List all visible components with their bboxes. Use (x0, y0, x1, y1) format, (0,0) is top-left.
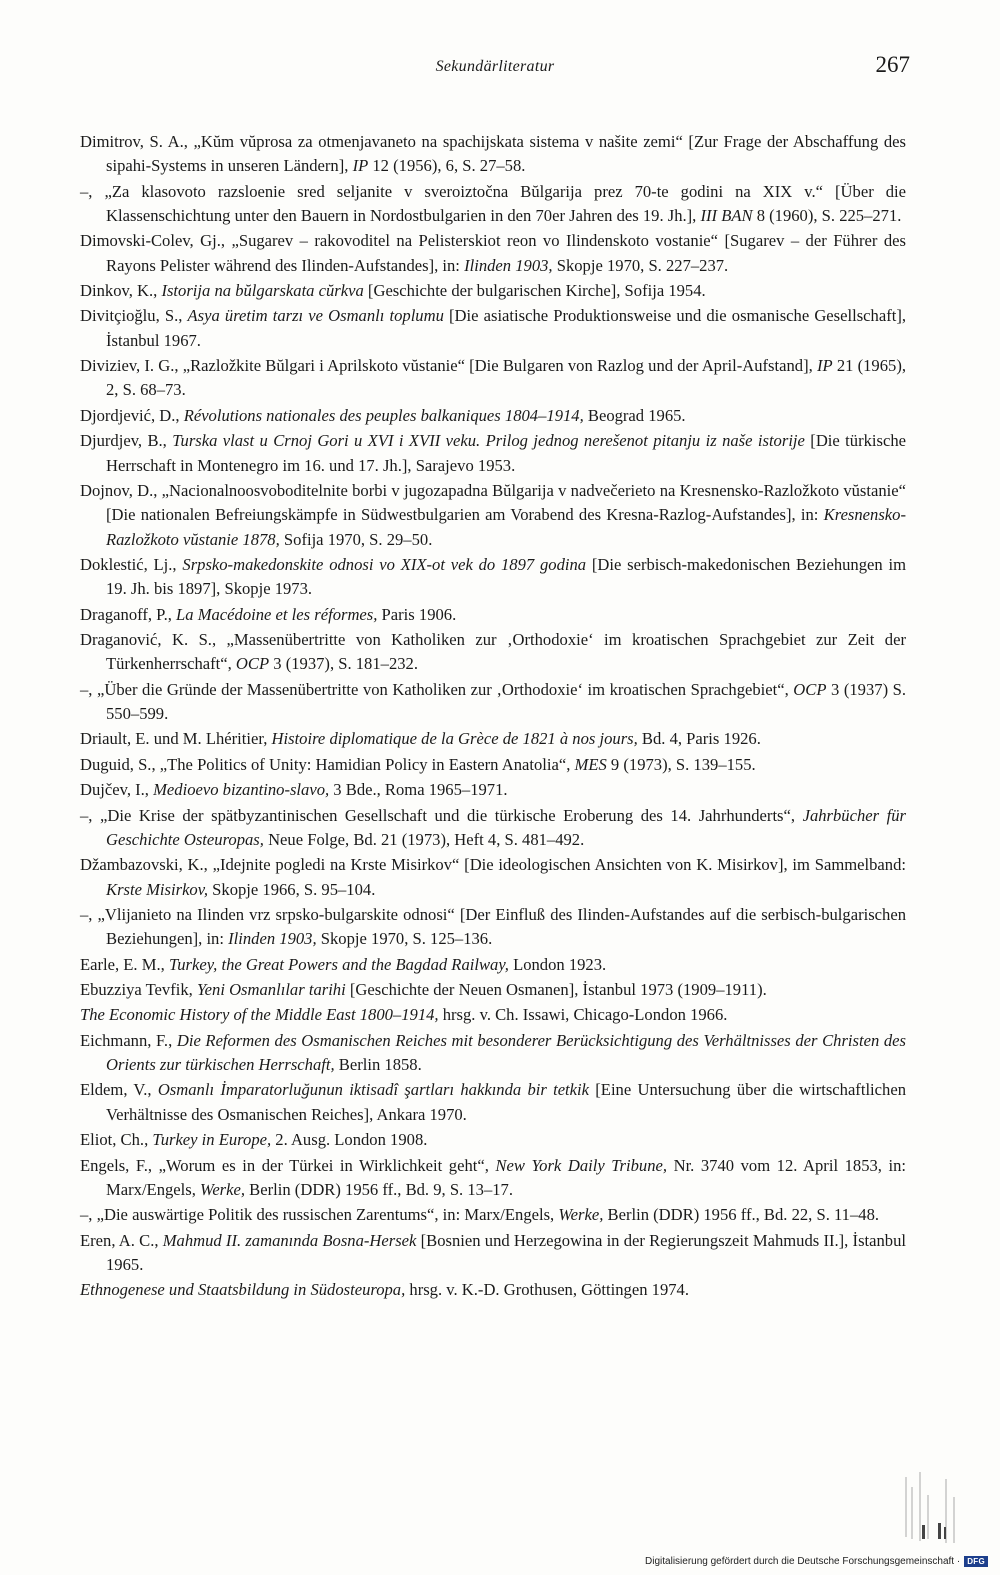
bibliography-entry (80, 603, 906, 627)
entry-text: Earle, E. M., (80, 954, 169, 974)
entry-text: 3 Bde., Roma 1965–1971. (329, 780, 508, 800)
dfg-logo: DFG (964, 1556, 988, 1567)
entry-title-italic: Histoire diplomatique de la Grèce de 1821 à nos jours, (271, 729, 638, 749)
entry-text: Nr. 3740 vom 12. April 1853, in: Marx/Engels, (106, 1155, 907, 1199)
bibliography-list (80, 130, 906, 1304)
entry-title-italic: Medioevo bizantino-slavo, (153, 780, 330, 800)
bibliography-entry (80, 853, 906, 902)
bibliography-entry (80, 180, 906, 229)
bibliography-entry (80, 1128, 906, 1152)
entry-text: Beograd 1965. (583, 405, 686, 425)
entry-title-italic: Kresnensko-Razložkoto vŭstanie 1878, (106, 505, 906, 549)
entry-text: Doklestić, Lj., (80, 554, 183, 574)
page-number: 267 (875, 52, 910, 77)
entry-text: Skopje 1970, S. 125–136. (316, 929, 493, 949)
entry-text: Eldem, V., (80, 1080, 158, 1100)
entry-text: Dinkov, K., (80, 281, 162, 301)
entry-text: Berlin (DDR) 1956 ff., Bd. 22, S. 11–48. (603, 1205, 880, 1225)
entry-text: Berlin (DDR) 1956 ff., Bd. 9, S. 13–17. (245, 1179, 513, 1199)
entry-text: Eliot, Ch., (80, 1130, 153, 1150)
entry-title-italic: Ethnogenese und Staatsbildung in Südosteuropa, (80, 1280, 406, 1300)
entry-text: 8 (1960), S. 225–271. (752, 205, 902, 225)
entry-text: [Eine Untersuchung über die wirtschaftlichen Verhältnisse des Osmanischen Reiches], Ankara 1970. (106, 1080, 906, 1124)
entry-text: –, „Die Krise der spätbyzantinischen Gesellschaft und die türkische Eroberung des 14. Jahrhunderts“, (80, 805, 803, 825)
entry-text: London 1923. (508, 954, 607, 974)
entry-title-italic: MES (574, 754, 607, 774)
entry-text: 2. Ausg. London 1908. (271, 1130, 428, 1150)
bibliography-entry (80, 130, 906, 179)
entry-text: Duguid, S., „The Politics of Unity: Hamidian Policy in Eastern Anatolia“, (80, 754, 575, 774)
bibliography-entry (80, 404, 906, 428)
entry-text: Berlin 1858. (334, 1055, 422, 1075)
bibliography-entry (80, 1003, 906, 1027)
entry-text: Draganović, K. S., „Massenübertritte von Katholiken zur ‚Orthodoxie‘ im kroatischen Sprachgebiet zur Zeit der Türkenherrschaft“, (80, 629, 906, 674)
entry-text: Engels, F., „Worum es in der Türkei in Wirklichkeit geht“, (80, 1155, 496, 1175)
entry-text: Eichmann, F., (80, 1030, 177, 1050)
bibliography-entry (80, 1203, 906, 1227)
entry-title-italic: III BAN (700, 205, 753, 225)
bibliography-entry (80, 304, 906, 353)
entry-text: 9 (1973), S. 139–155. (606, 754, 756, 774)
entry-title-italic: OCP (793, 679, 827, 699)
bibliography-entry (80, 804, 906, 853)
entry-title-italic: Ilinden 1903, (228, 929, 317, 949)
entry-text: [Die türkische Herrschaft in Montenegro im 16. und 17. Jh.], Sarajevo 1953. (106, 431, 906, 475)
entry-title-italic: IP (352, 156, 369, 176)
entry-text: [Geschichte der Neuen Osmanen], İstanbul 1973 (1909–1911). (345, 979, 767, 999)
scan-artifact (876, 1467, 966, 1547)
entry-text: Skopje 1970, S. 227–237. (552, 255, 729, 275)
entry-text: [Bosnien und Herzegowina in der Regierungszeit Mahmuds II.], İstanbul 1965. (106, 1230, 907, 1274)
entry-text: Draganoff, P., (80, 604, 177, 624)
entry-text: hrsg. v. Ch. Issawi, Chicago-London 1966. (438, 1005, 728, 1025)
entry-title-italic: Révolutions nationales des peuples balkaniques 1804–1914, (183, 405, 584, 425)
entry-text: Sofija 1970, S. 29–50. (279, 529, 433, 549)
entry-text: Djurdjev, B., (80, 431, 173, 451)
entry-text: Dimitrov, S. A., „Kŭm vŭprosa za otmenjavaneto na spachijskata sistema v našite zemi“ [Zur Frage der Abschaffung des sipahi-Systems in unseren Ländern], (80, 132, 906, 176)
entry-text: 21 (1965), 2, S. 68–73. (106, 356, 906, 400)
entry-text: [Die serbisch-makedonischen Beziehungen im 19. Jh. bis 1897], Skopje 1973. (106, 554, 906, 599)
bibliography-entry (80, 1154, 906, 1203)
entry-text: hrsg. v. K.-D. Grothusen, Göttingen 1974. (405, 1280, 690, 1300)
bibliography-entry (80, 1229, 906, 1278)
bibliography-entry (80, 778, 906, 802)
entry-text: –, „Vlijanieto na Ilinden vrz srpsko-bulgarskite odnosi“ [Der Einfluß des Ilinden-Aufstandes auf die serbisch-bulgarischen Beziehungen], in: (80, 904, 906, 949)
entry-text: Driault, E. und M. Lhéritier, (80, 729, 272, 749)
bibliography-entry (80, 1029, 906, 1078)
entry-text: Ebuzziya Tevfik, (80, 979, 197, 999)
entry-title-italic: Mahmud II. zamanında Bosna-Hersek (162, 1230, 417, 1250)
entry-title-italic: Die Reformen des Osmanischen Reiches mit besonderer Berücksichtigung des Verhältnisses der Christen des Orients zur türkischen Herrschaft, (106, 1030, 907, 1075)
bibliography-entry (80, 1078, 906, 1127)
entry-title-italic: Krste Misirkov, (106, 879, 209, 899)
entry-title-italic: Turkey in Europe, (152, 1130, 272, 1150)
entry-text: [Geschichte der bulgarischen Kirche], Sofija 1954. (363, 281, 706, 301)
running-title: Sekundärliteratur (435, 58, 555, 75)
bibliography-entry (80, 354, 906, 403)
entry-text: [Die asiatische Produktionsweise und die osmanische Gesellschaft], İstanbul 1967. (106, 306, 907, 350)
entry-title-italic: La Macédoine et les réformes, (176, 604, 378, 624)
entry-text: Dujčev, I., (80, 780, 154, 800)
entry-text: 3 (1937) S. 550–599. (106, 679, 907, 723)
entry-text: 3 (1937), S. 181–232. (269, 654, 418, 674)
entry-text: Diviziev, I. G., „Razložkite Bŭlgari i Aprilskoto vŭstanie“ [Die Bulgaren von Razlog und der April-Aufstand], (80, 356, 817, 376)
entry-title-italic: Osmanlı İmparatorluğunun iktisadî şartları hakkında bir tetkik (157, 1080, 590, 1100)
bibliography-entry (80, 1278, 906, 1302)
bibliography-entry (80, 978, 906, 1002)
bibliography-entry (80, 727, 906, 751)
entry-text: Bd. 4, Paris 1926. (637, 729, 761, 749)
page-header (80, 52, 910, 84)
bibliography-entry (80, 628, 906, 677)
bibliography-entry (80, 553, 906, 602)
entry-title-italic: IP (816, 356, 833, 376)
entry-text: Eren, A. C., (80, 1230, 163, 1250)
entry-text: Dojnov, D., „Nacionalnoosvoboditelnite borbi v jugozapadna Bŭlgarija v nadvečerieto na Kresnensko-Razložkoto vŭstanie“ [Die nationalen Befreiungskämpfe in Südwestbulgarien am Vorabend des Kresna-Razlog-Aufstandes], in: (80, 480, 906, 525)
bibliography-entry (80, 429, 906, 478)
bibliography-entry (80, 479, 906, 552)
entry-text: Dimovski-Colev, Gj., „Sugarev – rakovoditel na Pelisterskiot reon vo Ilindenskoto vostanie“ [Sugarev – der Führer des Rayons Pelister während des Ilinden-Aufstandes], in: (80, 231, 906, 275)
entry-text: Djordjević, D., (80, 405, 184, 425)
entry-text: Paris 1906. (377, 604, 457, 624)
digitization-footer (645, 1553, 988, 1569)
entry-title-italic: Turska vlast u Crnoj Gori u XVI i XVII veku. Prilog jednog nerešenot pitanju iz naše istorije (172, 431, 805, 451)
entry-title-italic: Turkey, the Great Powers and the Bagdad Railway, (168, 954, 509, 974)
entry-title-italic: Srpsko-makedonskite odnosi vo XIX-ot vek do 1897 godina (182, 554, 587, 574)
entry-text: Skopje 1966, S. 95–104. (208, 879, 376, 899)
footer-text: Digitalisierung gefördert durch die Deutsche Forschungsgemeinschaft · (645, 1555, 961, 1567)
entry-text: Džambazovski, K., „Idejnite pogledi na Krste Misirkov“ [Die ideologischen Ansichten von K. Misirkov], im Sammelband: (80, 855, 906, 875)
entry-title-italic: Asya üretim tarzı ve Osmanlı toplumu (187, 306, 444, 326)
bibliography-entry (80, 229, 906, 278)
bibliography-entry (80, 678, 906, 727)
entry-title-italic: Jahrbücher für Geschichte Osteuropas, (106, 805, 906, 849)
entry-text: –, „Über die Gründe der Massenübertritte von Katholiken zur ‚Orthodoxie‘ im kroatischen Sprachgebiet“, (80, 679, 794, 699)
entry-title-italic: Werke, (200, 1179, 246, 1199)
entry-text: 12 (1956), 6, S. 27–58. (368, 156, 526, 176)
entry-text: –, „Za klasovoto razsloenie sred seljanite v sveroiztočna Bŭlgarija prez 70-te godini na XIX v.“ [Über die Klassenschichtung unter den Bauern in Nordostbulgarien in den 70er Jahren des 19. Jh.], (80, 181, 906, 225)
bibliography-entry (80, 903, 906, 952)
entry-text: –, „Die auswärtige Politik des russischen Zarentums“, in: Marx/Engels, (80, 1205, 559, 1225)
entry-text: Neue Folge, Bd. 21 (1973), Heft 4, S. 481–492. (263, 829, 585, 849)
bibliography-entry (80, 279, 906, 303)
entry-title-italic: Yeni Osmanlılar tarihi (196, 979, 346, 999)
entry-text: Divitçioğlu, S., (80, 306, 188, 326)
entry-title-italic: New York Daily Tribune, (495, 1155, 668, 1175)
bibliography-entry (80, 953, 906, 977)
entry-title-italic: Ilinden 1903, (464, 255, 553, 275)
entry-title-italic: Istorija na bŭlgarskata cŭrkva (161, 281, 364, 301)
entry-title-italic: Werke, (558, 1205, 604, 1225)
bibliography-entry (80, 753, 906, 777)
entry-title-italic: The Economic History of the Middle East 1800–1914, (80, 1005, 439, 1025)
entry-title-italic: OCP (235, 654, 270, 674)
